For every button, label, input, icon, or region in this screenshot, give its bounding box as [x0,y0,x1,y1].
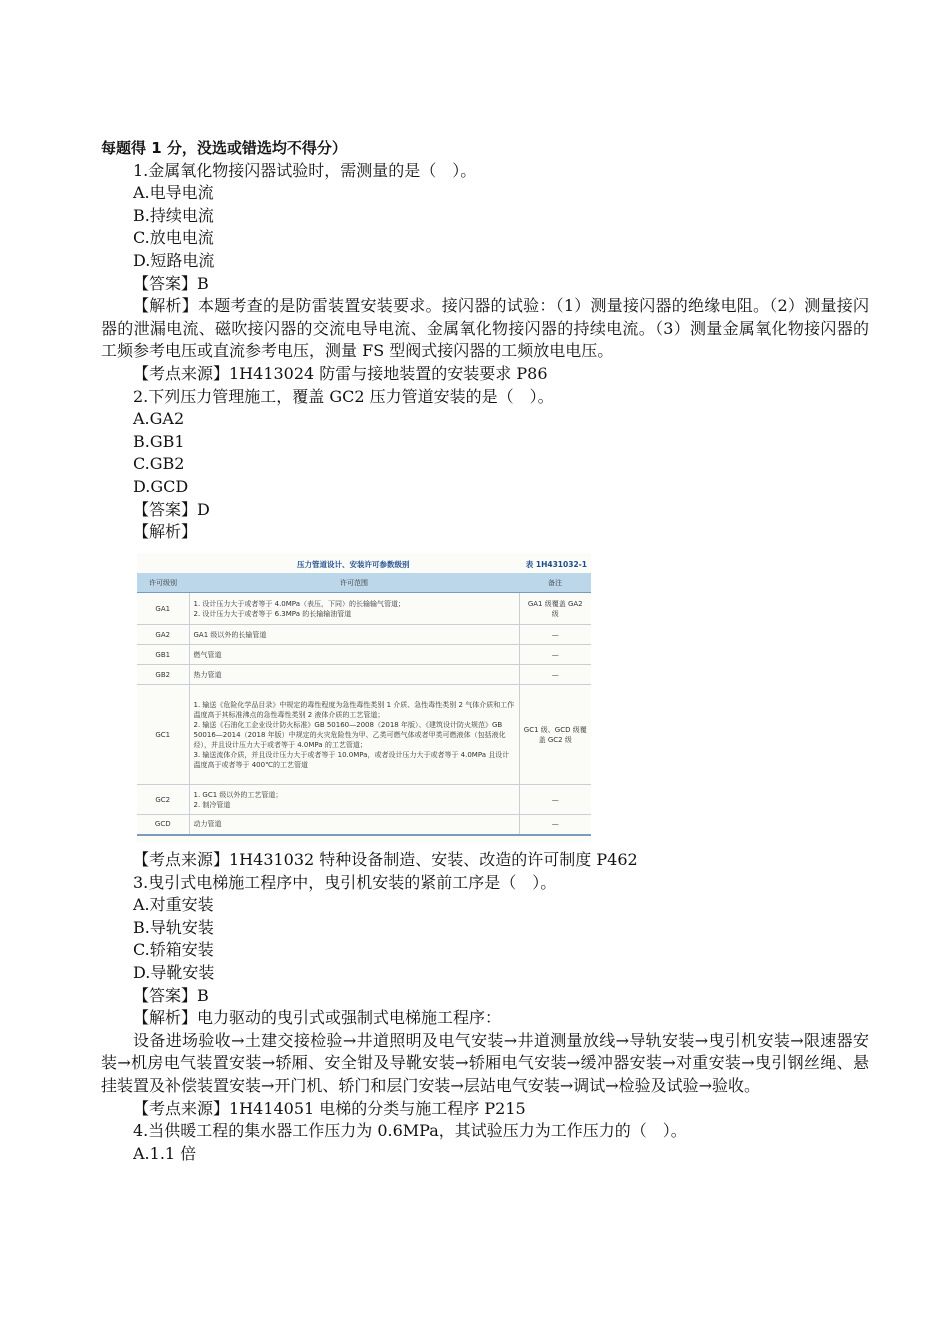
table-number: 表 1H431032-1 [525,560,587,569]
scope-line: 2. 设计压力大于或者等于 6.3MPa 的长输输油管道 [193,609,352,618]
scope-line: 2. 制冷管道 [193,800,231,809]
question-1-option-a: A.电导电流 [133,183,214,203]
row-level: GB1 [137,645,189,665]
row-note: GC1 级、GCD 级覆盖 GC2 级 [519,685,591,785]
scope-line: 3. 输送流体介质，并且设计压力大于或者等于 10.0MPa，或者设计压力大于或者等于 4.0MPa 且设计温度高于或者等于 400℃的工艺管道 [193,750,510,769]
question-3-stem: 3.曳引式电梯施工程序中，曳引机安装的紧前工序是（ ）。 [133,872,557,892]
table-header-note: 备注 [519,573,591,593]
question-1-source: 【考点来源】1H413024 防雷与接地装置的安装要求 P86 [133,363,548,383]
question-2-option-d: D.GCD [133,476,189,496]
row-level: GA1 [137,593,189,625]
question-1-analysis: 【解析】本题考查的是防雷装置安装要求。接闪器的试验：（1）测量接闪器的绝缘电阻。（2）测量接闪器的泄漏电流、磁吹接闪器的交流电导电流、金属氧化物接闪器的持续电流。（3）测量金属氧化物接闪器的工频参考电压或直流参考电压，测量 FS 型阀式接闪器的工频放电电压。 [101,296,869,361]
upper-text-block [101,137,869,544]
row-scope [189,685,519,785]
row-note: — [519,815,591,835]
question-1-option-d: D.短路电流 [133,250,215,270]
row-scope: 动力管道 [189,815,519,835]
question-3-option-c: C.轿箱安装 [133,940,214,960]
table-row [137,625,591,645]
table-row [137,645,591,665]
question-2-analysis-label: 【解析】 [133,522,198,542]
question-3-option-b: B.导轨安装 [133,917,214,937]
row-scope: GA1 级以外的长输管道 [189,625,519,645]
row-scope: 燃气管道 [189,645,519,665]
row-level: GC2 [137,785,189,815]
scope-line: 2. 输送《石油化工企业设计防火标准》GB 50160—2008（2018 年版）、《建筑设计防火规范》GB 50016—2014（2018 年版）中规定的火灾危险性为甲、乙类可燃气体或者甲类可燃液体（包括液化烃），并且设计压力大于或者等于 4.0MPa 的工艺管道； [193,720,506,749]
question-2-option-c: C.GB2 [133,454,185,474]
question-2-option-b: B.GB1 [133,431,185,451]
table-row [137,815,591,835]
row-scope: 热力管道 [189,665,519,685]
question-3-option-a: A.对重安装 [133,895,214,915]
row-level: GA2 [137,625,189,645]
row-note: GA1 级覆盖 GA2 级 [519,593,591,625]
question-2-answer: 【答案】D [133,499,210,519]
question-3-source: 【考点来源】1H414051 电梯的分类与施工程序 P215 [133,1098,526,1118]
table-row [137,785,591,815]
row-level: GCD [137,815,189,835]
row-scope [189,785,519,815]
question-1-option-b: B.持续电流 [133,205,214,225]
row-note: — [519,625,591,645]
question-1-stem: 1.金属氧化物接闪器试验时，需测量的是（ ）。 [133,160,477,180]
row-level: GB2 [137,665,189,685]
question-4-option-a: A.1.1 倍 [133,1143,197,1163]
table-header-scope: 许可范围 [189,573,519,593]
scope-line: 1. 设计压力大于或者等于 4.0MPa（表压，下同）的长输输气管道； [193,599,405,608]
table-caption [137,553,591,573]
table-title: 压力管道设计、安装许可参数级别 [297,560,410,569]
permit-level-table [137,573,591,836]
table-header-row [137,573,591,593]
section-intro: 每题得 1 分，没选或错选均不得分） [101,139,347,157]
row-scope [189,593,519,625]
question-1-answer: 【答案】B [133,273,209,293]
row-level: GC1 [137,685,189,785]
question-2-source: 【考点来源】1H431032 特种设备制造、安装、改造的许可制度 P462 [133,850,638,869]
question-3-answer: 【答案】B [133,985,209,1005]
lower-text-block [101,849,869,1165]
row-note: — [519,785,591,815]
question-2-stem: 2.下列压力管理施工，覆盖 GC2 压力管道安装的是（ ）。 [133,386,554,406]
table-row [137,593,591,625]
question-3-process: 设备进场验收→土建交接检验→井道照明及电气安装→井道测量放线→导轨安装→曳引机安装→限速器安装→机房电气装置安装→轿厢、安全钳及导靴安装→轿厢电气安装→缓冲器安装→对重安装→曳引钢丝绳、悬挂装置及补偿装置安装→开门机、轿门和层门安装→层站电气安装→调试→检验及试验→验收。 [101,1030,869,1095]
question-4-stem: 4.当供暖工程的集水器工作压力为 0.6MPa，其试验压力为工作压力的（ ）。 [133,1121,687,1141]
permit-level-table-figure [137,553,591,843]
question-2-option-a: A.GA2 [133,409,185,429]
table-row [137,665,591,685]
scope-line: 1. GC1 级以外的工艺管道； [193,790,283,799]
question-3-option-d: D.导靴安装 [133,962,215,982]
row-note: — [519,645,591,665]
question-3-analysis: 【解析】电力驱动的曳引式或强制式电梯施工程序： [133,1008,502,1028]
table-row [137,685,591,785]
table-header-level: 许可级别 [137,573,189,593]
question-1-option-c: C.放电电流 [133,228,214,248]
row-note: — [519,665,591,685]
scope-line: 1. 输送《危险化学品目录》中规定的毒性程度为急性毒性类别 1 介质、急性毒性类别 2 气体介质和工作温度高于其标准沸点的急性毒性类别 2 液体介质的工艺管道； [193,700,515,719]
